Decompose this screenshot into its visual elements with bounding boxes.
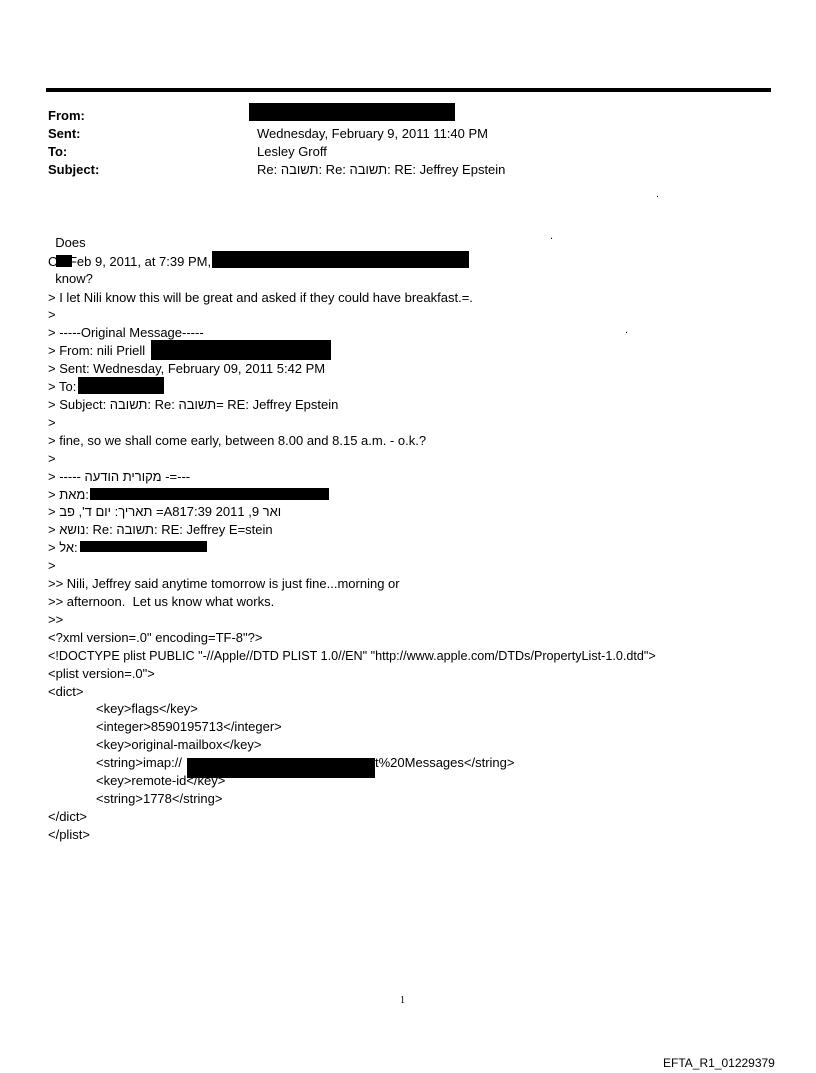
subject-label: Subject: bbox=[48, 162, 100, 177]
dict-line: <integer>8590195713</integer> bbox=[96, 719, 282, 734]
question-line bbox=[48, 216, 93, 288]
to-value: Lesley Groff bbox=[257, 144, 327, 159]
quote-line: > To: bbox=[48, 379, 77, 394]
quote-line: >> afternoon. Let us know what works. bbox=[48, 594, 275, 609]
redaction-email bbox=[151, 340, 331, 360]
reply-intro: On Feb 9, 2011, at 7:39 PM, bbox=[48, 254, 212, 269]
dict-line: <key>flags</key> bbox=[96, 701, 198, 716]
redaction-to bbox=[78, 377, 164, 394]
dict-line: <string>1778</string> bbox=[96, 791, 223, 806]
to-label: To: bbox=[48, 144, 68, 159]
quote-line: > תאריך: יום ד', פב =A8ואר 9, 2011 17:39 bbox=[48, 504, 282, 519]
xml-line: <plist version=.0"> bbox=[48, 666, 155, 681]
bates-number: EFTA_R1_01229379 bbox=[663, 1056, 775, 1070]
xml-line: <dict> bbox=[48, 684, 84, 699]
quote-line: > נושא: Re: תשובה: RE: Jeffrey E=stein bbox=[48, 522, 273, 537]
scan-speck: . bbox=[625, 324, 629, 336]
quote-line: > bbox=[48, 451, 56, 466]
dict-line-tail: t%20Messages</string> bbox=[375, 755, 515, 770]
quote-line: > אל: bbox=[48, 540, 78, 555]
quote-line: > bbox=[48, 558, 56, 573]
xml-line: </plist> bbox=[48, 827, 90, 842]
quote-line: > מאת: bbox=[48, 487, 89, 502]
quote-line: > bbox=[48, 415, 56, 430]
quote-line: >> Nili, Jeffrey said anytime tomorrow is just fine...morning or bbox=[48, 576, 400, 591]
quote-line: > -----Original Message----- bbox=[48, 325, 204, 340]
dict-line: <key>original-mailbox</key> bbox=[96, 737, 262, 752]
scan-speck: . bbox=[656, 188, 660, 200]
question-prefix: Does bbox=[55, 235, 86, 250]
redaction-from bbox=[249, 103, 455, 121]
xml-line: </dict> bbox=[48, 809, 88, 824]
quote-line: > From: nili Priell bbox=[48, 343, 146, 358]
sent-value: Wednesday, February 9, 2011 11:40 PM bbox=[257, 126, 489, 141]
xml-line: <?xml version=.0" encoding=TF-8"?> bbox=[48, 630, 263, 645]
subject-value: Re: תשובה: Re: תשובה: RE: Jeffrey Epstein bbox=[257, 162, 506, 177]
scan-speck: . bbox=[550, 230, 554, 242]
redaction-from-hebrew bbox=[90, 488, 329, 500]
header-rule bbox=[46, 88, 771, 92]
quote-line: > I let Nili know this will be great and asked if they could have breakfast.=. bbox=[48, 290, 473, 305]
sent-label: Sent: bbox=[48, 126, 81, 141]
redaction-to-hebrew bbox=[80, 541, 207, 552]
page-number: 1 bbox=[400, 995, 405, 1006]
quote-line: > Subject: תשובה: Re: תשובה= RE: Jeffrey Epstein bbox=[48, 397, 339, 412]
quote-line: > bbox=[48, 307, 56, 322]
quote-line: > ----- מקורית הודעה -=--- bbox=[48, 469, 191, 484]
question-suffix: know? bbox=[55, 271, 93, 286]
quote-line: >> bbox=[48, 612, 64, 627]
from-label: From: bbox=[48, 108, 85, 123]
redaction-sender bbox=[212, 251, 469, 268]
xml-line: <!DOCTYPE plist PUBLIC "-//Apple//DTD PLIST 1.0//EN" "http://www.apple.com/DTDs/PropertyList-1.0.dtd"> bbox=[48, 649, 656, 663]
dict-line: <string>imap:// bbox=[96, 755, 182, 770]
dict-line: <key>remote-id</key> bbox=[96, 773, 226, 788]
quote-line: > Sent: Wednesday, February 09, 2011 5:42 PM bbox=[48, 361, 326, 376]
quote-line: > fine, so we shall come early, between 8.00 and 8.15 a.m. - o.k.? bbox=[48, 433, 427, 448]
